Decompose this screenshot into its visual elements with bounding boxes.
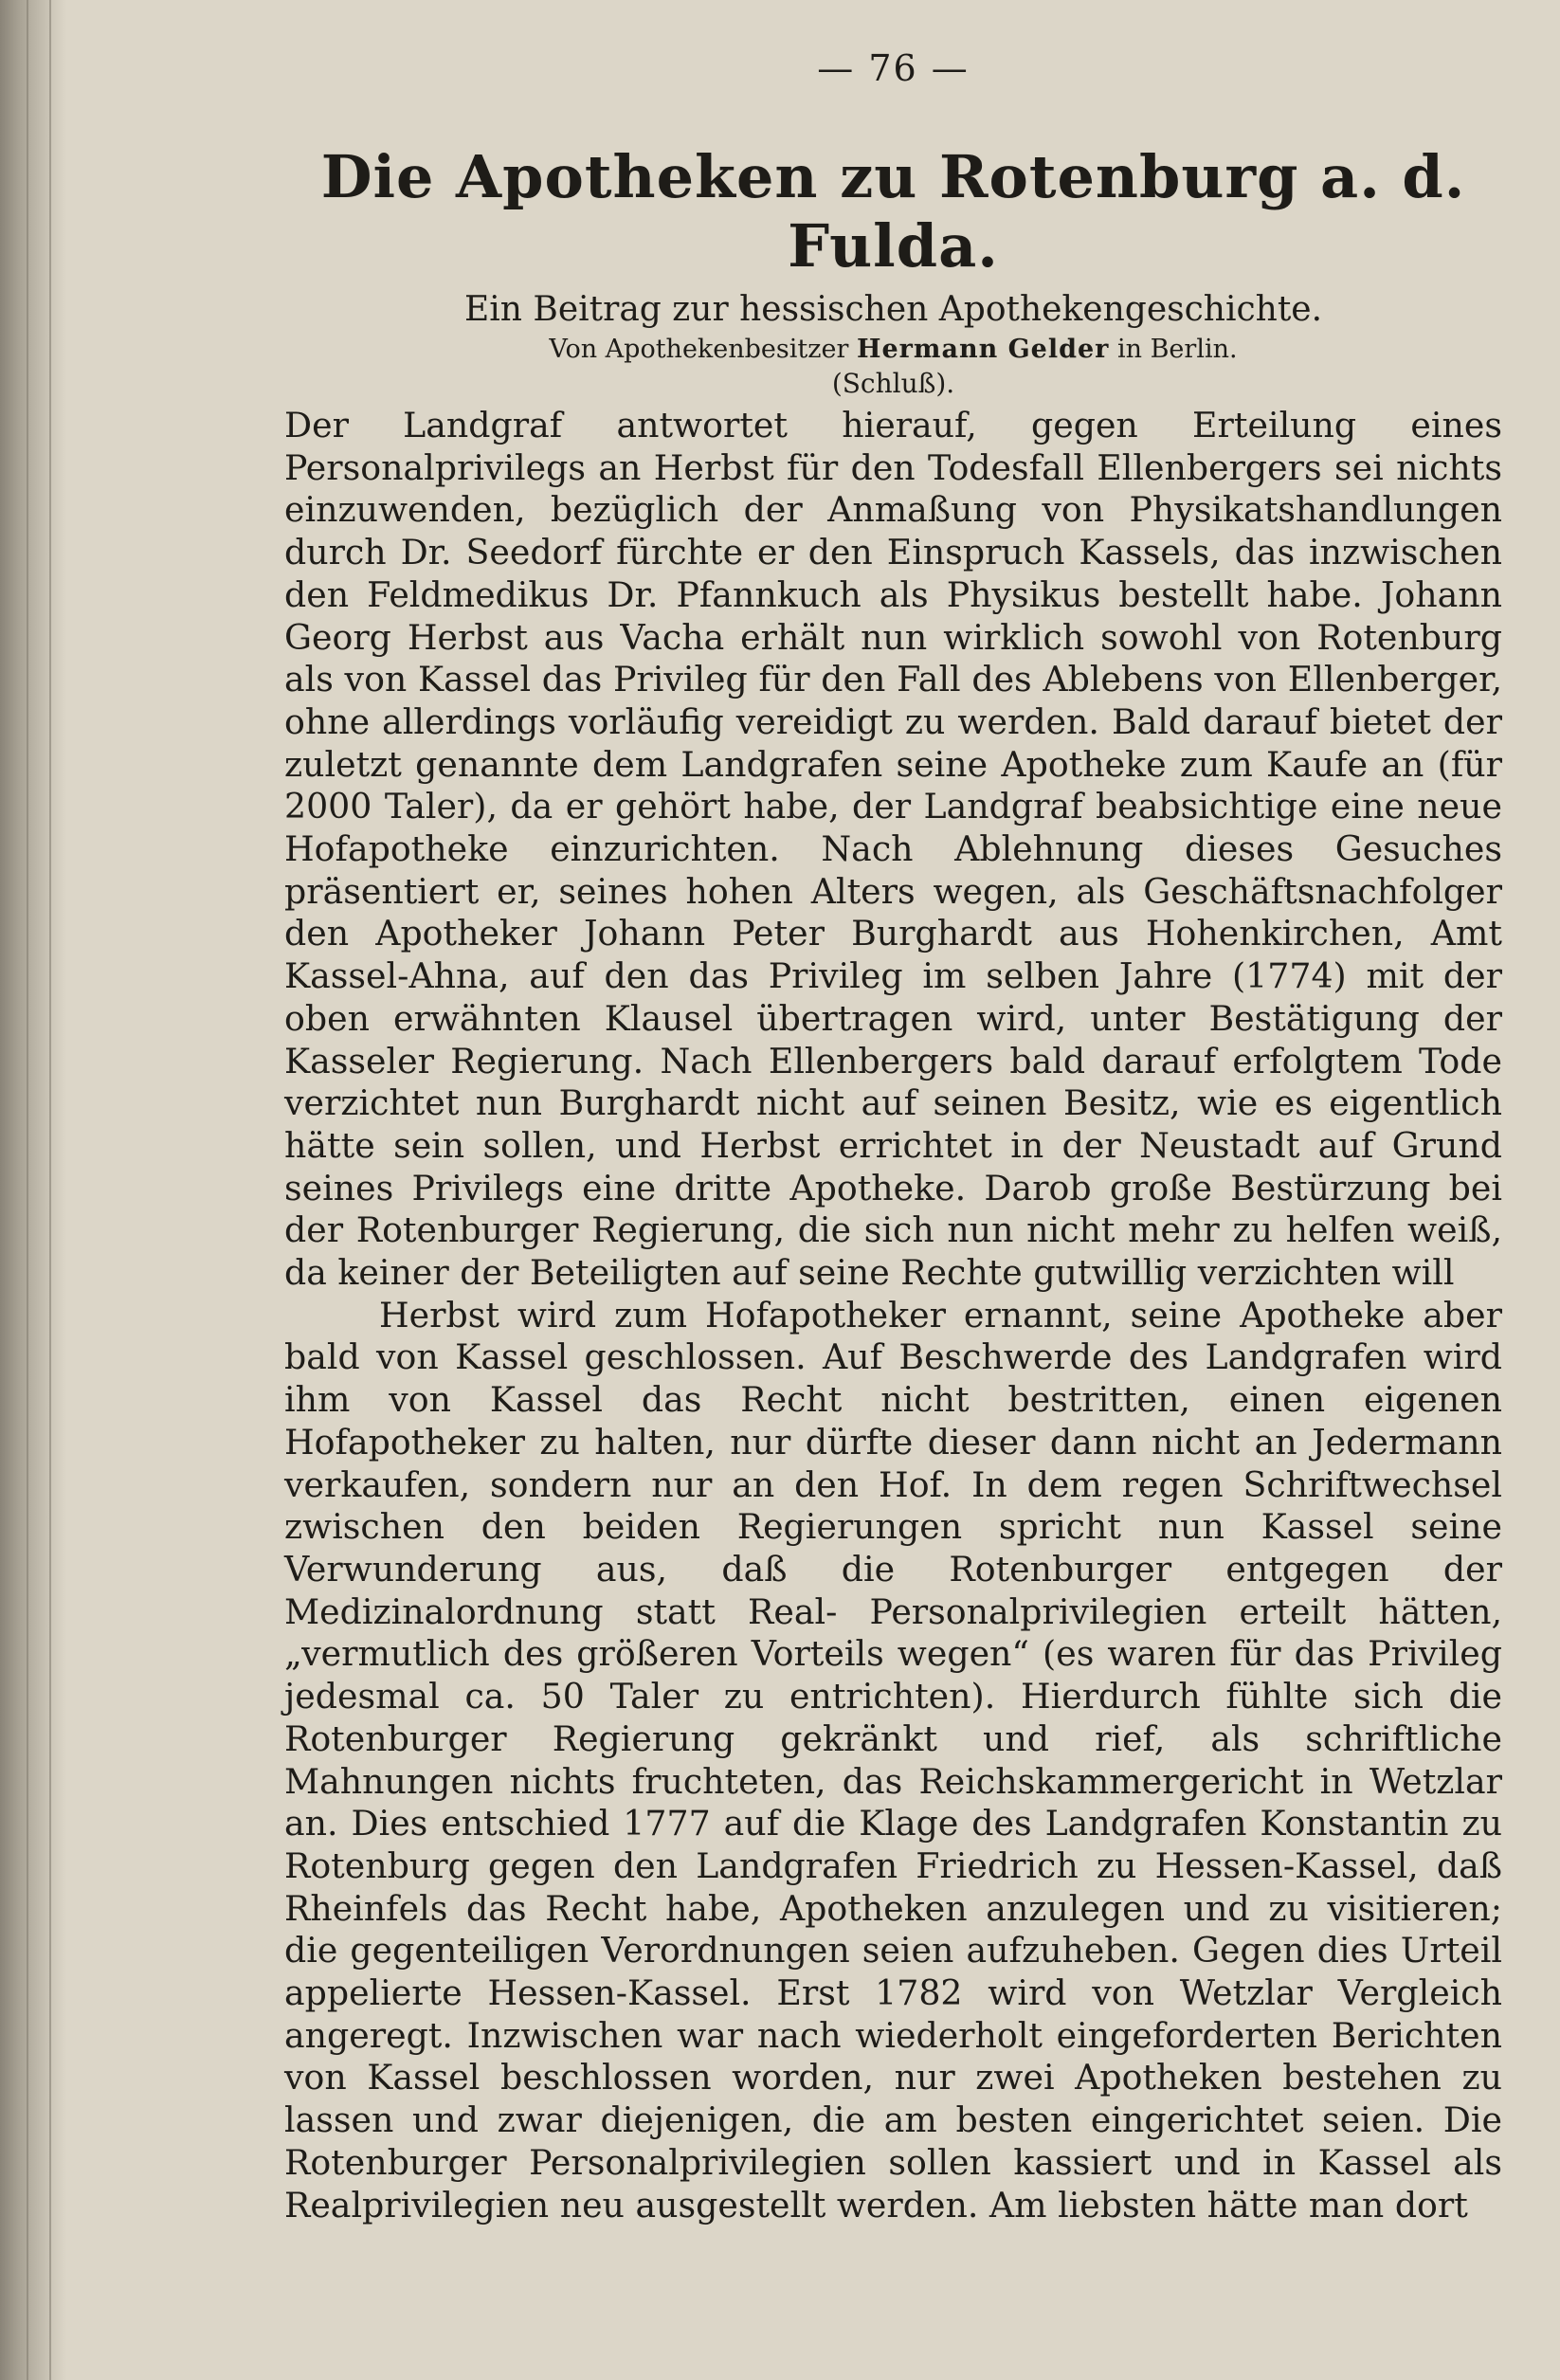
body-paragraph: Der Landgraf antwortet hierauf, gegen Erteilung eines Personalprivilegs an Herbst für den Todesfall Ellenbergers sei nichts einzuwenden, bezüglich der Anmaßung von Physikatshandlungen durch Dr. Seedorf fürchte er den Einspruch Kassels, das inzwischen den Feldmedikus Dr. Pfannkuch als Physikus bestellt habe. Johann Georg Herbst aus Vacha erhält nun wirklich sowohl von Rotenburg als von Kassel das Privileg für den Fall des Ablebens von Ellenberger, ohne allerdings vorläufig vereidigt zu werden. Bald darauf bietet der zuletzt genannte dem Landgrafen seine Apotheke zum Kaufe an (für 2000 Taler), da er gehört habe, der Landgraf beabsichtige eine neue Hofapotheke einzurichten. Nach Ablehnung dieses Gesuches präsentiert er, seines hohen Alters wegen, als Geschäftsnachfolger den Apotheker Johann Peter Burghardt aus Hohenkirchen, Amt Kassel-Ahna, auf den das Privileg im selben Jahre (1774) mit der oben erwähnten Klausel übertragen wird, unter Bestätigung der Kasseler Regierung. Nach Ellenbergers bald darauf erfolgtem Tode verzichtet nun Burghardt nicht auf seinen Besitz, wie es eigentlich hätte sein sollen, und Herbst errichtet in der Neustadt auf Grund seines Privilegs eine dritte Apotheke. Darob große Bestürzung bei der Rotenburger Regierung, die sich nun nicht mehr zu helfen weiß, da keiner der Beteiligten auf seine Rechte gutwillig verzichten will <box>284 405 1502 1294</box>
continuation-note: (Schluß). <box>831 368 955 399</box>
article-body <box>284 405 1502 2226</box>
page-content <box>284 47 1502 2226</box>
byline-suffix: in Berlin. <box>1116 335 1238 364</box>
book-gutter-shadow <box>0 0 66 2380</box>
author-name: Hermann Gelder <box>856 335 1110 364</box>
article-byline <box>284 335 1502 364</box>
byline-prefix: Von Apothekenbesitzer <box>549 335 849 364</box>
page-number: — 76 — <box>817 47 970 89</box>
gutter-edge-line <box>49 0 51 2380</box>
body-paragraph: Herbst wird zum Hofapotheker ernannt, seine Apotheke aber bald von Kassel geschlossen. Auf Beschwerde des Landgrafen wird ihm von Kassel das Recht nicht bestritten, einen eigenen Hofapotheker zu halten, nur dürfte dieser dann nicht an Jedermann verkaufen, sondern nur an den Hof. In dem regen Schriftwechsel zwischen den beiden Regierungen spricht nun Kassel seine Verwunderung aus, daß die Rotenburger entgegen der Medizinalordnung statt Real- Personalprivilegien erteilt hätten, „vermutlich des größeren Vorteils wegen“ (es waren für das Privileg jedesmal ca. 50 Taler zu entrichten). Hierdurch fühlte sich die Rotenburger Regierung gekränkt und rief, als schriftliche Mahnungen nichts fruchteten, das Reichskammergericht in Wetzlar an. Dies entschied 1777 auf die Klage des Landgrafen Konstantin zu Rotenburg gegen den Landgrafen Friedrich zu Hessen-Kassel, daß Rheinfels das Recht habe, Apotheken anzulegen und zu visitieren; die gegenteiligen Verordnungen seien aufzuheben. Gegen dies Urteil appelierte Hessen-Kassel. Erst 1782 wird von Wetzlar Vergleich angeregt. Inzwischen war nach wiederholt eingeforderten Berichten von Kassel beschlossen worden, nur zwei Apotheken bestehen zu lassen und zwar diejenigen, die am besten eingerichtet seien. Die Rotenburger Personalprivilegien sollen kassiert und in Kassel als Realprivilegien neu ausgestellt werden. Am liebsten hätte man dort <box>284 1294 1502 2226</box>
article-title: Die Apotheken zu Rotenburg a. d. Fulda. <box>320 142 1466 281</box>
article-subtitle: Ein Beitrag zur hessischen Apothekengeschichte. <box>463 290 1323 329</box>
gutter-edge-line <box>27 0 28 2380</box>
